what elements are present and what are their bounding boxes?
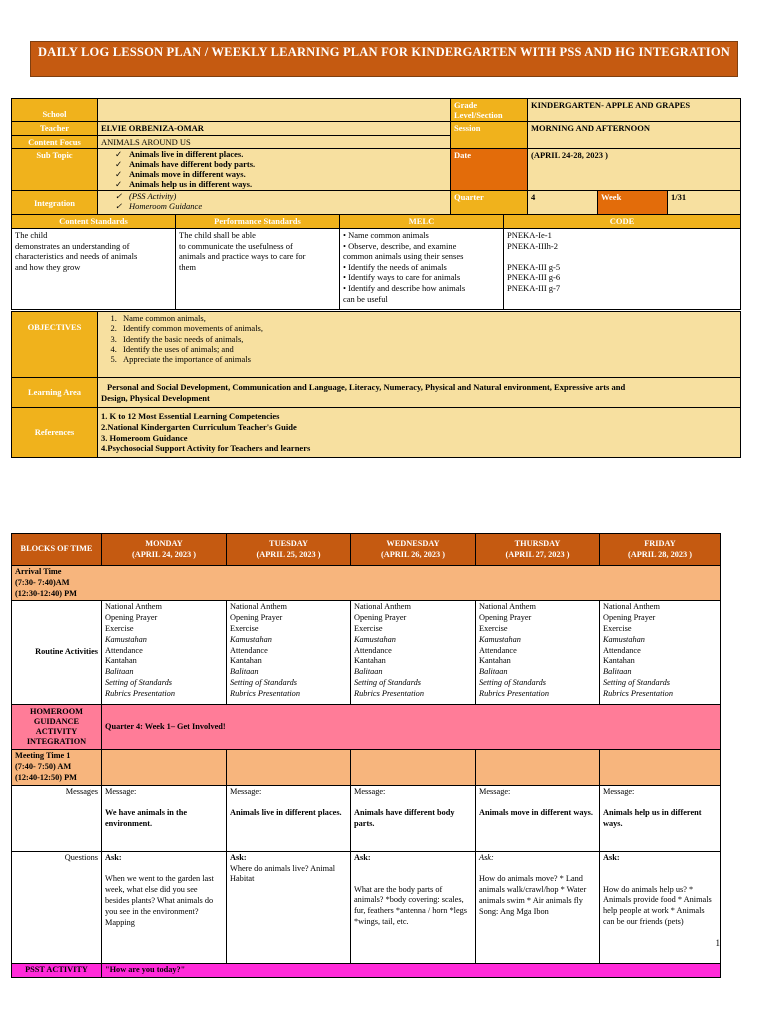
routine-item: Balitaan: [230, 667, 259, 677]
homeroom-label: HOMEROOM GUIDANCE ACTIVITY INTEGRATION: [12, 705, 102, 750]
school-value: [98, 99, 451, 122]
routine-item: Exercise: [230, 623, 259, 633]
objectives-list: [98, 312, 741, 378]
routine-item: Setting of Standards: [105, 677, 172, 687]
routine-item: Attendance: [105, 645, 143, 655]
day-header-friday: FRIDAY (APRIL 28, 2023 ): [600, 534, 721, 566]
content-standards-text: The child demonstrates an understanding of characteristics and needs of animals and how they grow: [12, 229, 176, 310]
routine-cell-thursday: [476, 601, 600, 705]
teacher-value: ELVIE ORBENIZA-OMAR: [98, 122, 451, 136]
routine-item: Exercise: [603, 623, 632, 633]
routine-item: Rubrics Presentation: [354, 688, 424, 698]
info-table: [11, 98, 741, 215]
routine-item: Setting of Standards: [479, 677, 546, 687]
objective-item: 2. Identify common movements of animals,: [119, 323, 737, 333]
melc-list: • Name common animals • Observe, describe, and examine common animals using their senses • Identify the needs of animals • Identify ways to care for animals • Identify and describe how animals can be useful: [340, 229, 504, 310]
routine-item: Opening Prayer: [603, 613, 656, 623]
homeroom-text: Quarter 4: Week 1– Get Involved!: [102, 705, 721, 750]
date-value: (APRIL 24-28, 2023 ): [528, 149, 741, 191]
performance-standards-text: The child shall be able to communicate the usefulness of animals and practice ways to care for them: [176, 229, 340, 310]
subtopic-list: [98, 149, 451, 191]
routine-item: Balitaan: [354, 667, 383, 677]
question-cell-tuesday: Ask: Where do animals live? Animal Habitat: [227, 851, 351, 963]
routine-item: National Anthem: [479, 602, 536, 612]
content-standards-header: Content Standards: [12, 215, 176, 229]
routine-item: Kantahan: [603, 656, 635, 666]
objectives-label: OBJECTIVES: [12, 312, 98, 378]
routine-item: Exercise: [105, 623, 134, 633]
message-cell: Message: Animals move in different ways.: [476, 785, 600, 851]
code-list: PNEKA-Ie-1 PNEKA-IIIh-2 PNEKA-III g-5 PNEKA-III g-6 PNEKA-III g-7: [504, 229, 741, 310]
routine-item: Balitaan: [105, 667, 134, 677]
schedule-table: [11, 533, 721, 978]
routine-item: Setting of Standards: [603, 677, 670, 687]
learning-area-label: Learning Area: [12, 378, 98, 408]
routine-item: Kantahan: [105, 656, 137, 666]
routine-item: Attendance: [354, 645, 392, 655]
pss-text: "How are you today?": [102, 963, 721, 977]
subtopic-item: ✓ Animals help us in different ways.: [115, 180, 447, 190]
objective-item: 3. Identify the basic needs of animals,: [119, 334, 737, 344]
meeting-cell: [102, 750, 227, 785]
document-title: DAILY LOG LESSON PLAN / WEEKLY LEARNING PLAN FOR KINDERGARTEN WITH PSS AND HG INTEGRATION: [30, 41, 738, 77]
routine-item: Opening Prayer: [105, 613, 158, 623]
question-cell-monday: Ask: When we went to the garden last week, what else did you see besides plants? What animals do you see in the environment? Mapping: [102, 851, 227, 963]
grade-value: KINDERGARTEN- APPLE AND GRAPES: [528, 99, 741, 122]
routine-item: National Anthem: [354, 602, 411, 612]
question-cell-wednesday: Ask: What are the body parts of animals? *body covering: scales, fur, feathers *antenna / horn *legs *wings, tail, etc.: [351, 851, 476, 963]
day-header-wednesday: WEDNESDAY (APRIL 26, 2023 ): [351, 534, 476, 566]
routine-item: Kamustahan: [230, 634, 272, 644]
question-cell-friday: Ask: How do animals help us? * Animals provide food * Animals help people at work * Animals can be our friends (pets): [600, 851, 721, 963]
routine-item: Exercise: [354, 623, 383, 633]
message-cell: Message: We have animals in the environment.: [102, 785, 227, 851]
messages-label: Messages: [12, 785, 102, 851]
routine-cell-monday: [102, 601, 227, 705]
routine-item: Rubrics Presentation: [479, 688, 549, 698]
routine-item: Kamustahan: [479, 634, 521, 644]
references-list: 1. K to 12 Most Essential Learning Competencies 2.National Kindergarten Curriculum Teacher's Guide 3. Homeroom Guidance 4.Psychosocial Support Activity for Teachers and learners: [98, 408, 741, 458]
day-header-monday: MONDAY (APRIL 24, 2023 ): [102, 534, 227, 566]
meeting-time-label: Meeting Time 1 (7:40- 7:50) AM (12:40-12:50) PM: [12, 750, 102, 785]
learning-area-text: Personal and Social Development, Communication and Language, Literacy, Numeracy, Physical and Natural environment, Expressive arts and Design, Physical Development: [98, 378, 741, 408]
week-label: Week: [598, 191, 668, 215]
meeting-cell: [351, 750, 476, 785]
routine-item: Setting of Standards: [354, 677, 421, 687]
content-focus-value: ANIMALS AROUND US: [98, 135, 451, 149]
routine-item: Setting of Standards: [230, 677, 297, 687]
routine-cell-wednesday: [351, 601, 476, 705]
routine-item: Kamustahan: [354, 634, 396, 644]
routine-item: National Anthem: [603, 602, 660, 612]
routine-item: Balitaan: [479, 667, 508, 677]
message-cell: Message: Animals help us in different ways.: [600, 785, 721, 851]
week-value: 1/31: [668, 191, 741, 215]
routine-item: National Anthem: [105, 602, 162, 612]
routine-item: Balitaan: [603, 667, 632, 677]
subtopic-label: Sub Topic: [12, 149, 98, 191]
objectives-table: [11, 311, 741, 458]
routine-cell-tuesday: [227, 601, 351, 705]
routine-item: Rubrics Presentation: [230, 688, 300, 698]
blocks-of-time-header: BLOCKS OF TIME: [12, 534, 102, 566]
session-value: MORNING AND AFTERNOON: [528, 122, 741, 149]
references-label: References: [12, 408, 98, 458]
pss-label: PSST ACTIVITY: [12, 963, 102, 977]
integration-item: ✓ (PSS Activity): [115, 192, 447, 202]
routine-cell-friday: [600, 601, 721, 705]
page-number: 1: [715, 938, 720, 948]
meeting-cell: [227, 750, 351, 785]
integration-item: ✓ Homeroom Guidance: [115, 202, 447, 212]
routine-item: Kantahan: [479, 656, 511, 666]
grade-label: Grade Level/Section: [451, 99, 528, 122]
routine-item: Attendance: [603, 645, 641, 655]
session-label: Session: [451, 122, 528, 149]
message-cell: Message: Animals live in different places.: [227, 785, 351, 851]
routine-item: Kamustahan: [603, 634, 645, 644]
objective-item: 5. Appreciate the importance of animals: [119, 354, 737, 364]
objective-item: 1. Name common animals,: [119, 313, 737, 323]
question-cell-thursday: Ask: How do animals move? * Land animals walk/crawl/hop * Water animals swim * Air animals fly Song: Ang Mga Ibon: [476, 851, 600, 963]
integration-list: [98, 191, 451, 215]
subtopic-item: ✓ Animals move in different ways.: [115, 170, 447, 180]
standards-table: [11, 214, 741, 310]
routine-item: Kantahan: [230, 656, 262, 666]
routine-label: Routine Activities: [12, 601, 102, 705]
routine-item: Opening Prayer: [479, 613, 532, 623]
objective-item: 4. Identify the uses of animals; and: [119, 344, 737, 354]
quarter-label: Quarter: [451, 191, 528, 215]
routine-item: Rubrics Presentation: [105, 688, 175, 698]
day-header-thursday: THURSDAY (APRIL 27, 2023 ): [476, 534, 600, 566]
teacher-label: Teacher: [12, 122, 98, 136]
meeting-cell: [600, 750, 721, 785]
integration-label: Integration: [12, 191, 98, 215]
subtopic-item: ✓ Animals have different body parts.: [115, 160, 447, 170]
routine-item: Rubrics Presentation: [603, 688, 673, 698]
arrival-time-row: Arrival Time (7:30- 7:40)AM (12:30-12:40) PM: [12, 566, 721, 601]
routine-item: Exercise: [479, 623, 508, 633]
quarter-value: 4: [528, 191, 598, 215]
routine-item: Opening Prayer: [354, 613, 407, 623]
day-header-tuesday: TUESDAY (APRIL 25, 2023 ): [227, 534, 351, 566]
routine-item: National Anthem: [230, 602, 287, 612]
content-focus-label: Content Focus: [12, 135, 98, 149]
routine-item: Kamustahan: [105, 634, 147, 644]
questions-label: Questions: [12, 851, 102, 963]
routine-item: Opening Prayer: [230, 613, 283, 623]
message-cell: Message: Animals have different body parts.: [351, 785, 476, 851]
code-header: CODE: [504, 215, 741, 229]
performance-standards-header: Performance Standards: [176, 215, 340, 229]
melc-header: MELC: [340, 215, 504, 229]
meeting-cell: [476, 750, 600, 785]
routine-item: Kantahan: [354, 656, 386, 666]
routine-item: Attendance: [230, 645, 268, 655]
subtopic-item: ✓ Animals live in different places.: [115, 150, 447, 160]
school-label: School: [12, 99, 98, 122]
routine-item: Attendance: [479, 645, 517, 655]
date-label: Date: [451, 149, 528, 191]
